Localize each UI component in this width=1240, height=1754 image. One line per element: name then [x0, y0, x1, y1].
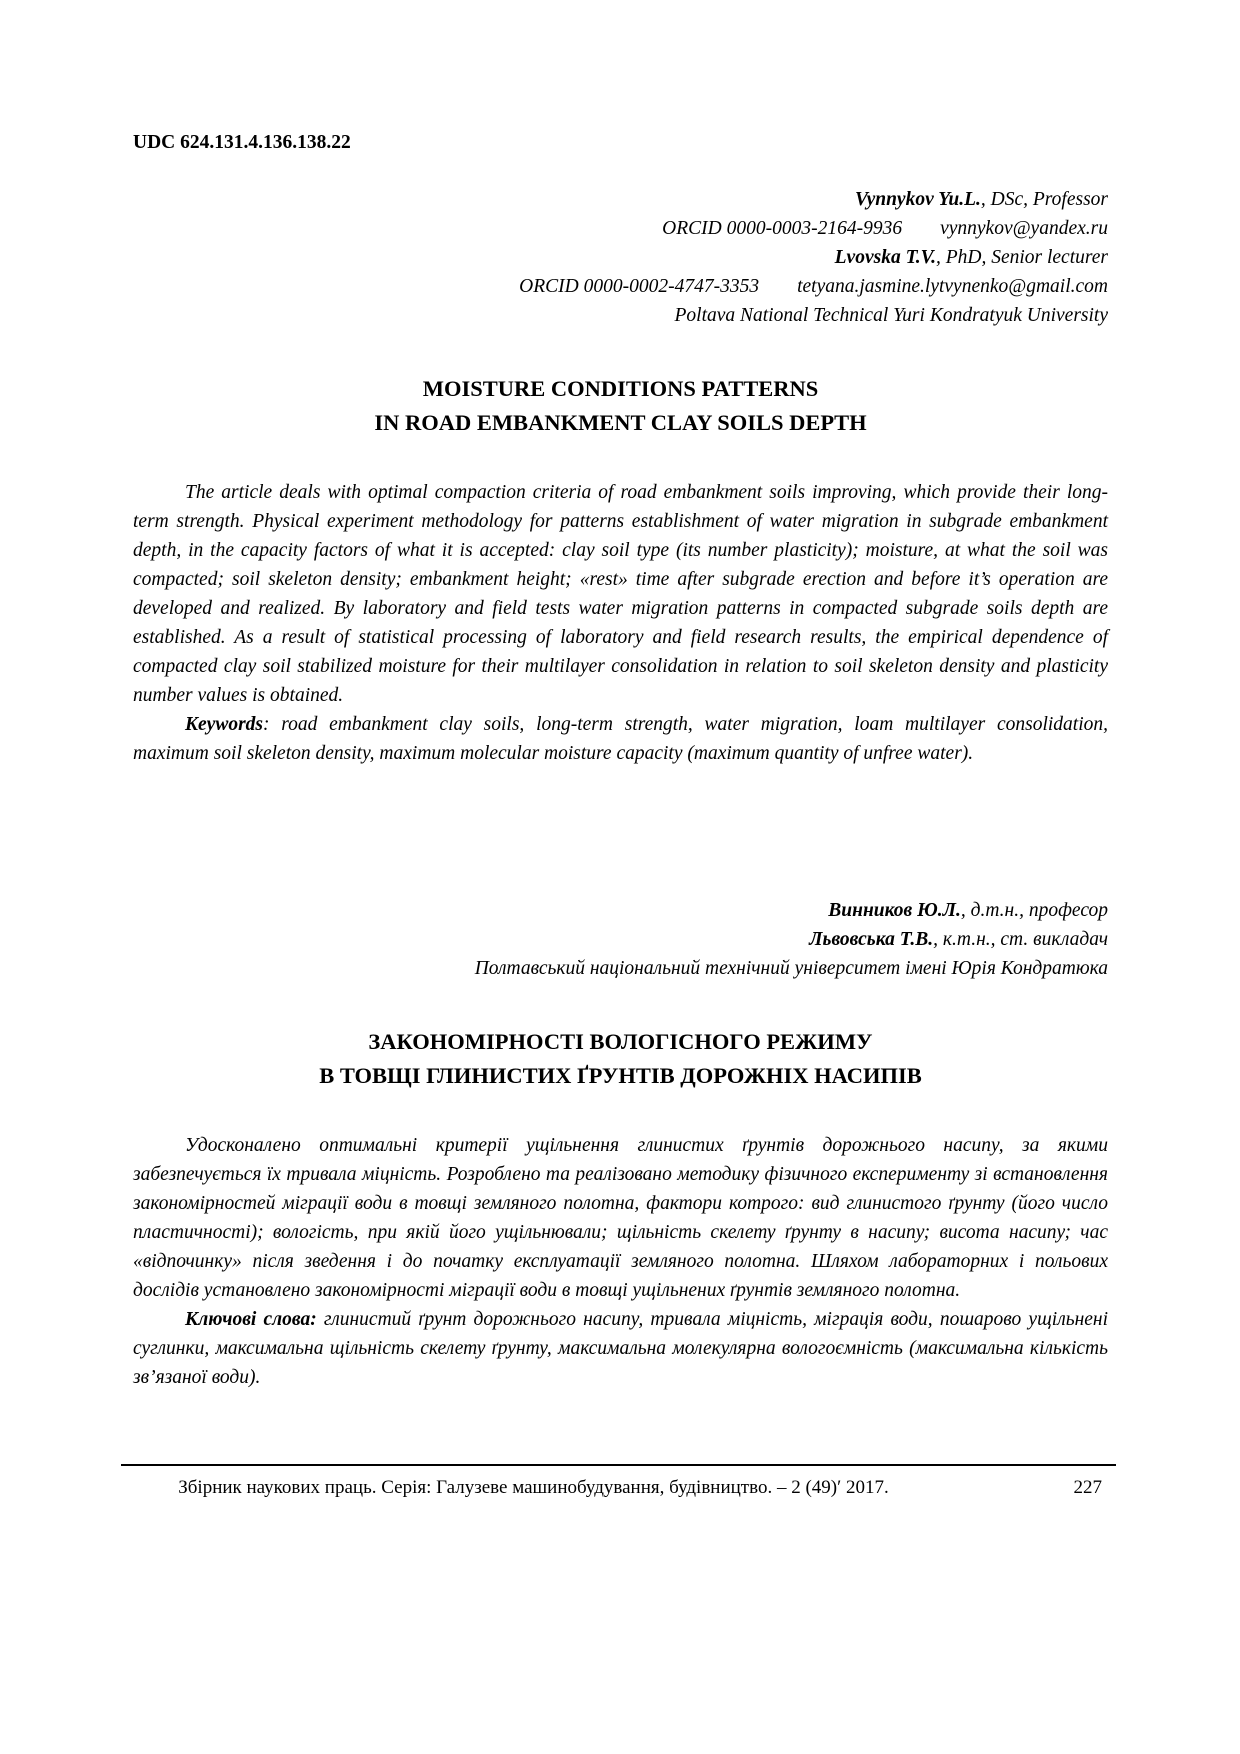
journal-citation: Збірник наукових праць. Серія: Галузеве машинобудування, будівництво. – 2 (49)′ 2017.: [178, 1477, 889, 1498]
paper-title-ua: [133, 1025, 1108, 1093]
author-role: , PhD, Senior lecturer: [935, 247, 1108, 268]
keywords-text-en: : road embankment clay soils, long-term strength, water migration, loam multilayer consolidation, maximum soil skeleton density, maximum molecular moisture capacity (maximum quantity of unfree water).: [133, 714, 1108, 764]
abstract-ua: Удосконалено оптимальні критерії ущільнення глинистих ґрунтів дорожнього насипу, за якими забезпечується їх тривала міцність. Розроблено та реалізовано методику фізичного експерименту зі встановлення закономірностей міграції води в товщі земляного полотна, фактори котрого: вид глинистого ґрунту (його число пластичності); вологість, при якій його ущільнювали; щільність скелету ґрунту в насипу; висота насипу; час «відпочинку» після зведення і до початку експлуатації земляного полотна. Шляхом лабораторних і польових дослідів установлено закономірності міграції води в товщі ущільнених ґрунтів земляного полотна.: [133, 1135, 1108, 1301]
author-orcid: ORCID 0000-0002-4747-3353: [519, 276, 760, 297]
author-email: tetyana.jasmine.lytvynenko@gmail.com: [797, 276, 1108, 297]
orcid-line-en-1: [133, 214, 1108, 243]
author-name: Львовська Т.В.: [809, 929, 934, 950]
author-email: vynnykov@yandex.ru: [940, 218, 1108, 239]
author-role: , к.т.н., ст. викладач: [933, 929, 1108, 950]
paper-title-en-line2: IN ROAD EMBANKMENT CLAY SOILS DEPTH: [374, 410, 867, 435]
keywords-ua: [133, 1305, 1108, 1392]
author-role: , DSc, Professor: [980, 189, 1108, 210]
abstract-en: The article deals with optimal compaction criteria of road embankment soils improving, which provide their long-term strength. Physical experiment methodology for patterns establishment of water migration in subgrade embankment depth, in the capacity factors of what it is accepted: clay soil type (its number plasticity); moisture, at what the soil was compacted; soil skeleton density; embankment height; «rest» time after subgrade erection and before it’s operation are developed and realized. By laboratory and field tests water migration patterns in compacted subgrade soils depth are established. As a result of statistical processing of laboratory and field research results, the empirical dependence of compacted clay soil stabilized moisture for their multilayer consolidation in relation to soil skeleton density and plasticity number values is obtained.: [133, 482, 1108, 706]
author-name: Vynnykov Yu.L.: [855, 189, 981, 210]
udc-number: UDC 624.131.4.136.138.22: [133, 132, 351, 153]
author-orcid: ORCID 0000-0003-2164-9936: [662, 218, 903, 239]
author-name: Lvovska T.V.: [834, 247, 936, 268]
author-line-ua-2: [133, 925, 1108, 954]
paper-title-ua-line1: ЗАКОНОМІРНОСТІ ВОЛОГІСНОГО РЕЖИМУ: [368, 1029, 873, 1054]
authors-block-ua: [133, 896, 1108, 983]
page-content: [133, 0, 1108, 1392]
paper-title-ua-line2: В ТОВЩІ ГЛИНИСТИХ ҐРУНТІВ ДОРОЖНІХ НАСИПІВ: [319, 1063, 922, 1088]
page-number: 227: [1073, 1477, 1102, 1498]
author-line-en-2: [133, 243, 1108, 272]
keywords-label-en: Keywords: [185, 714, 263, 735]
affiliation-en: Poltava National Technical Yuri Kondratyuk University: [674, 305, 1108, 326]
keywords-label-ua: Ключові слова:: [185, 1309, 317, 1330]
author-line-ua-1: [133, 896, 1108, 925]
author-role: , д.т.н., професор: [960, 900, 1108, 921]
author-name: Винников Ю.Л.: [828, 900, 961, 921]
authors-block-en: [133, 185, 1108, 330]
author-line-en-1: [133, 185, 1108, 214]
orcid-line-en-2: [133, 272, 1108, 301]
paper-title-en: [133, 372, 1108, 440]
keywords-text-ua: глинистий ґрунт дорожнього насипу, тривала міцність, міграція води, пошарово ущільнені суглинки, максимальна щільність скелету ґрунту, максимальна молекулярна вологоємність (максимальна кількість зв’язаної води).: [133, 1309, 1109, 1388]
page-footer: [121, 1464, 1116, 1501]
paper-title-en-line1: MOISTURE CONDITIONS PATTERNS: [422, 376, 819, 401]
affiliation-ua: Полтавський національний технічний університет імені Юрія Кондратюка: [474, 958, 1108, 979]
keywords-en: [133, 710, 1108, 768]
